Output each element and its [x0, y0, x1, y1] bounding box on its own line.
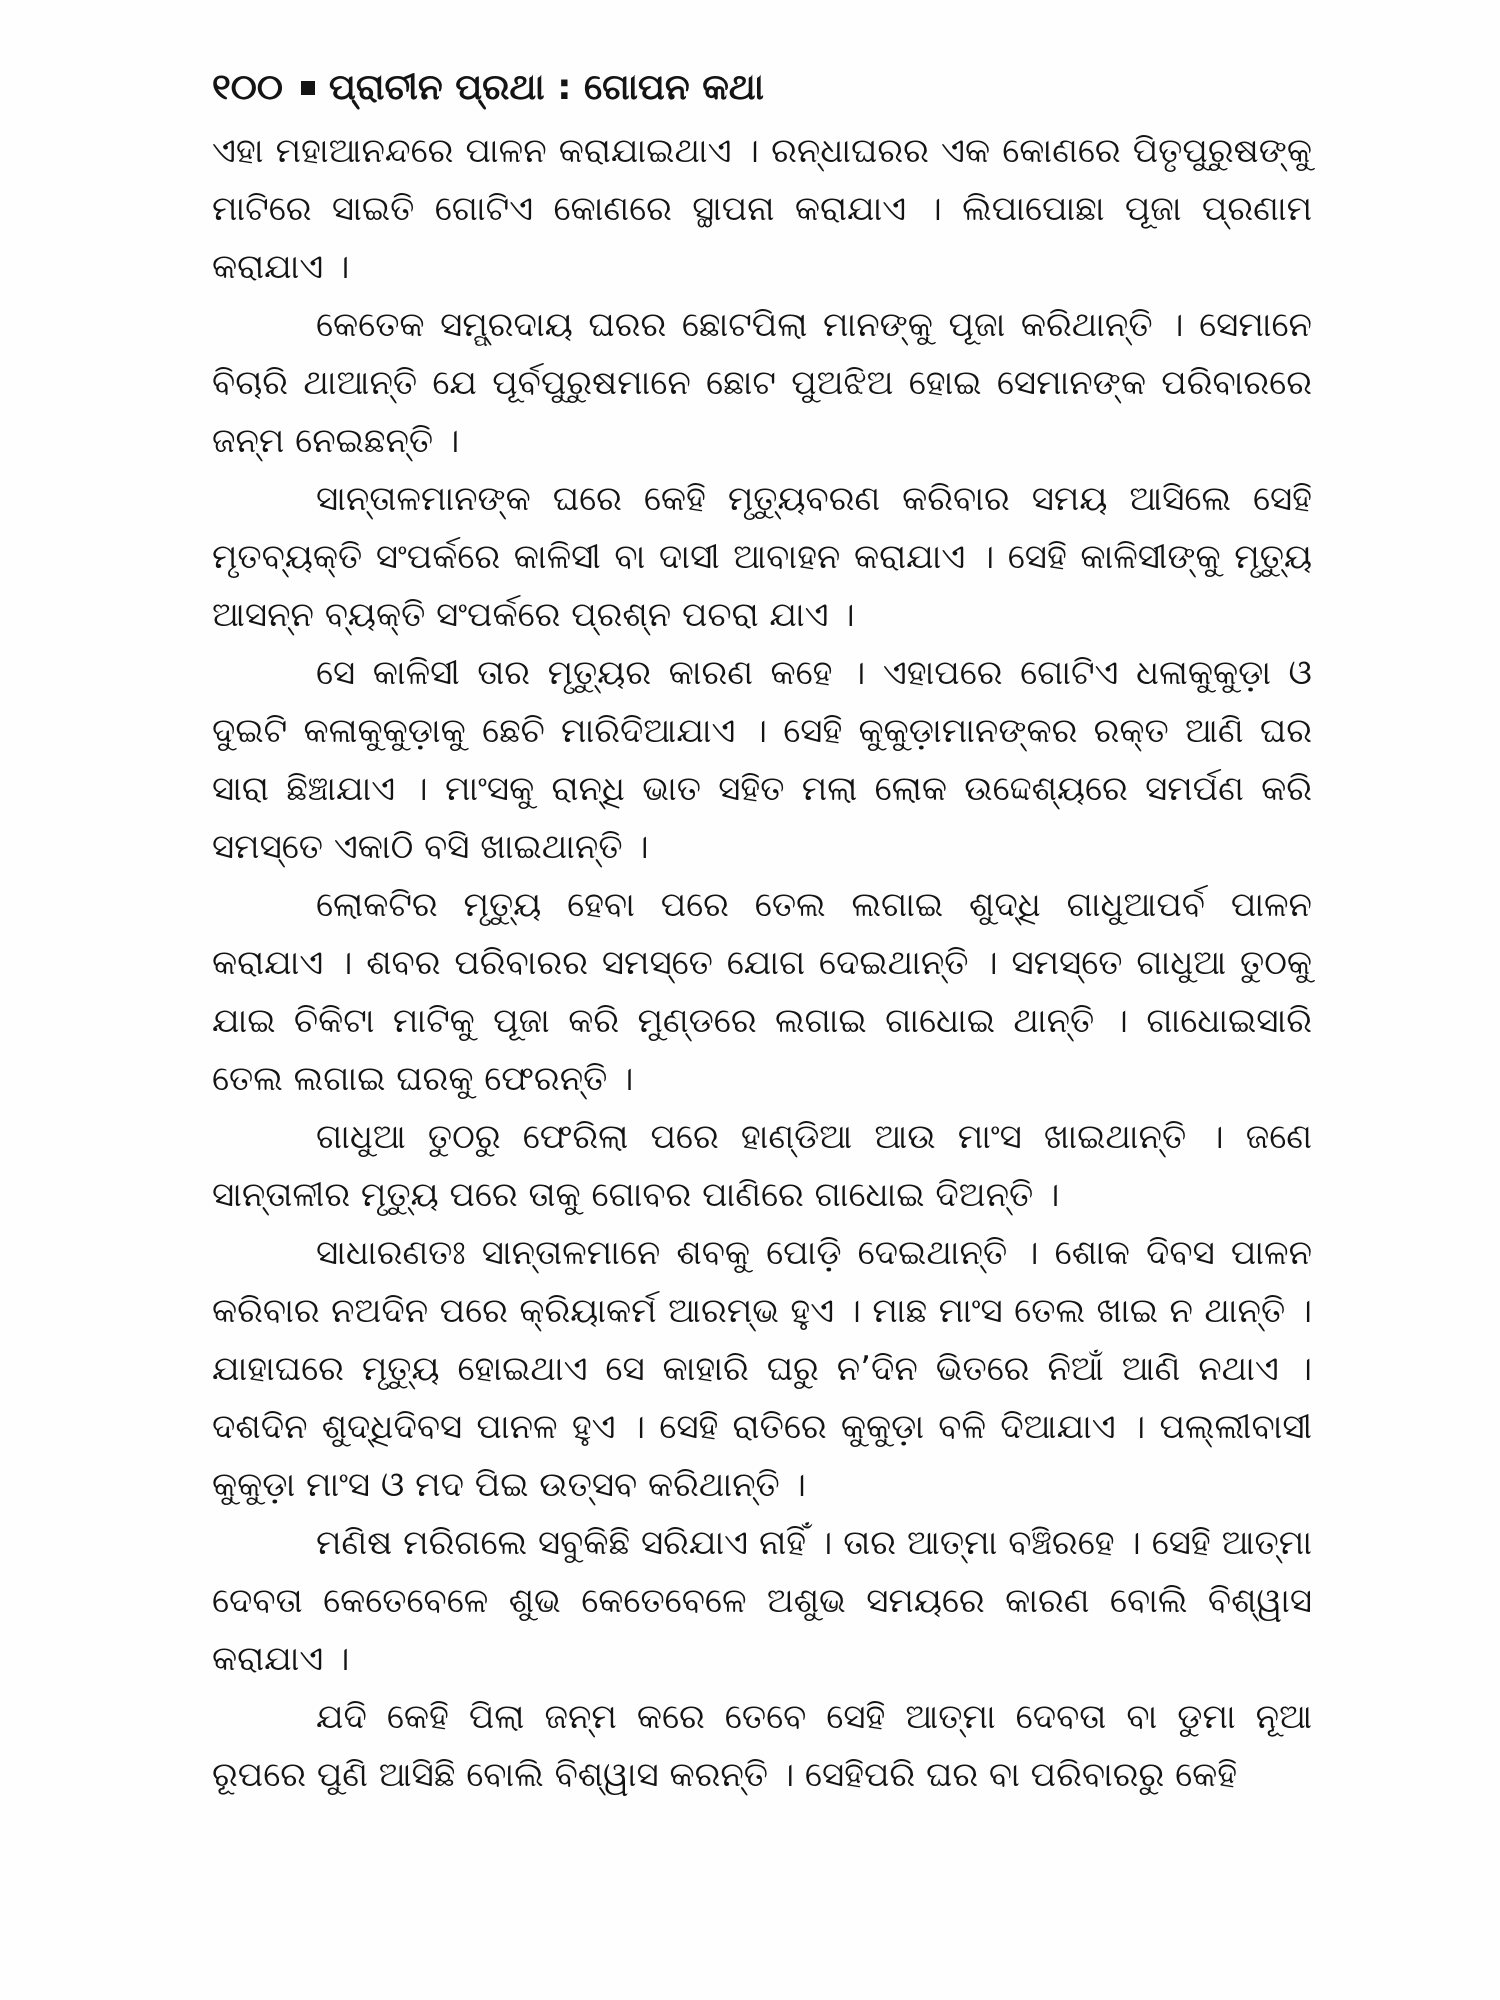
paragraph-1: ଏହା ମହାଆନନ୍ଦରେ ପାଳନ କରାଯାଇଥାଏ । ରନ୍ଧାଘରର ଏକ କୋଣରେ ପିତୃପୁରୁଷଙ୍କୁ ମାଟିରେ ସାଇତି ଗୋଟିଏ କୋଣରେ ସ୍ଥାପନା କରାଯାଏ । ଲିପାପୋଛା ପୂଜା ପ୍ରଣାମ କରାଯାଏ । — [212, 131, 1312, 287]
running-title: ପ୍ରାଚୀନ ପ୍ରଥା : ଗୋପନ କଥା — [328, 67, 764, 108]
paragraph-3: ସାନ୍ତାଳମାନଙ୍କ ଘରେ କେହି ମୃତ୍ୟୁବରଣ କରିବାର ସମୟ ଆସିଲେ ସେହି ମୃତବ୍ୟକ୍ତି ସଂପର୍କରେ କାଳିସୀ ବା ଦାସୀ ଆବାହନ କରାଯାଏ । ସେହି କାଳିସୀଙ୍କୁ ମୃତ୍ୟୁ ଆସନ୍ନ ବ୍ୟକ୍ତି ସଂପର୍କରେ ପ୍ରଶ୍ନ ପଚରା ଯାଏ । — [212, 479, 1312, 635]
page-number: ୧୦୦ — [212, 67, 283, 108]
square-bullet-icon — [301, 81, 315, 95]
paragraph-2: କେତେକ ସମ୍ପ୍ରଦାୟ ଘରର ଛୋଟପିଲା ମାନଙ୍କୁ ପୂଜା କରିଥାନ୍ତି । ସେମାନେ ବିଚାରି ଥାଆନ୍ତି ଯେ ପୂର୍ବପୁରୁଷମାନେ ଛୋଟ ପୁଅଝିଅ ହୋଇ ସେମାନଙ୍କ ପରିବାରରେ ଜନ୍ମ ନେଇଛନ୍ତି । — [212, 305, 1312, 461]
paragraph-4: ସେ କାଳିସୀ ତାର ମୃତ୍ୟୁର କାରଣ କହେ । ଏହାପରେ ଗୋଟିଏ ଧଳାକୁକୁଡ଼ା ଓ ଦୁଇଟି କଳାକୁକୁଡ଼ାକୁ ଛେଚି ମାରିଦିଆଯାଏ । ସେହି କୁକୁଡ଼ାମାନଙ୍କର ରକ୍ତ ଆଣି ଘର ସାରା ଛିଞ୍ଚାଯାଏ । ମାଂସକୁ ରାନ୍ଧି ଭାତ ସହିତ ମଲା ଲୋକ ଉଦ୍ଦେଶ୍ୟରେ ସମର୍ପଣ କରି ସମସ୍ତେ ଏକାଠି ବସି ଖାଇଥାନ୍ତି । — [212, 653, 1312, 867]
paragraph-9: ଯଦି କେହି ପିଲା ଜନ୍ମ କରେ ତେବେ ସେହି ଆତ୍ମା ଦେବତା ବା ଡୁମା ନୂଆ ରୂପରେ ପୁଣି ଆସିଛି ବୋଲି ବିଶ୍ୱାସ କରନ୍ତି । ସେହିପରି ଘର ବା ପରିବାରରୁ କେହି — [212, 1697, 1312, 1795]
page-header — [212, 58, 1312, 118]
paragraph-5: ଲୋକଟିର ମୃତ୍ୟୁ ହେବା ପରେ ତେଲ ଲଗାଇ ଶୁଦ୍ଧି ଗାଧୁଆପର୍ବ ପାଳନ କରାଯାଏ । ଶବର ପରିବାରର ସମସ୍ତେ ଯୋଗ ଦେଇଥାନ୍ତି । ସମସ୍ତେ ଗାଧୁଆ ତୁଠକୁ ଯାଇ ଚିକିଟା ମାଟିକୁ ପୂଜା କରି ମୁଣ୍ଡରେ ଲଗାଇ ଗାଧୋଇ ଥାନ୍ତି । ଗାଧୋଇସାରି ତେଲ ଲଗାଇ ଘରକୁ ଫେରନ୍ତି । — [212, 885, 1312, 1099]
paragraph-7: ସାଧାରଣତଃ ସାନ୍ତାଳମାନେ ଶବକୁ ପୋଡ଼ି ଦେଇଥାନ୍ତି । ଶୋକ ଦିବସ ପାଳନ କରିବାର ନଅଦିନ ପରେ କ୍ରିୟାକର୍ମ ଆରମ୍ଭ ହୁଏ । ମାଛ ମାଂସ ତେଲ ଖାଇ ନ ଥାନ୍ତି । ଯାହାଘରେ ମୃତ୍ୟୁ ହୋଇଥାଏ ସେ କାହାରି ଘରୁ ନ’ଦିନ ଭିତରେ ନିଆଁ ଆଣି ନଥାଏ । ଦଶଦିନ ଶୁଦ୍ଧିଦିବସ ପାନଳ ହୁଏ । ସେହି ରାତିରେ କୁକୁଡ଼ା ବଳି ଦିଆଯାଏ । ପଲ୍ଲୀବାସୀ କୁକୁଡ଼ା ମାଂସ ଓ ମଦ ପିଇ ଉତ୍ସବ କରିଥାନ୍ତି । — [212, 1233, 1312, 1505]
paragraph-6: ଗାଧୁଆ ତୁଠରୁ ଫେରିଲା ପରେ ହାଣ୍ଡିଆ ଆଉ ମାଂସ ଖାଇଥାନ୍ତି । ଜଣେ ସାନ୍ତାଳୀର ମୃତ୍ୟୁ ପରେ ତାକୁ ଗୋବର ପାଣିରେ ଗାଧୋଇ ଦିଅନ୍ତି । — [212, 1117, 1312, 1215]
body-text — [212, 122, 1312, 1804]
paragraph-8: ମଣିଷ ମରିଗଲେ ସବୁକିଛି ସରିଯାଏ ନାହିଁ । ତାର ଆତ୍ମା ବଞ୍ଚିରହେ । ସେହି ଆତ୍ମା ଦେବତା କେତେବେଳେ ଶୁଭ କେତେବେଳେ ଅଶୁଭ ସମୟରେ କାରଣ ବୋଲି ବିଶ୍ୱାସ କରାଯାଏ । — [212, 1523, 1312, 1679]
